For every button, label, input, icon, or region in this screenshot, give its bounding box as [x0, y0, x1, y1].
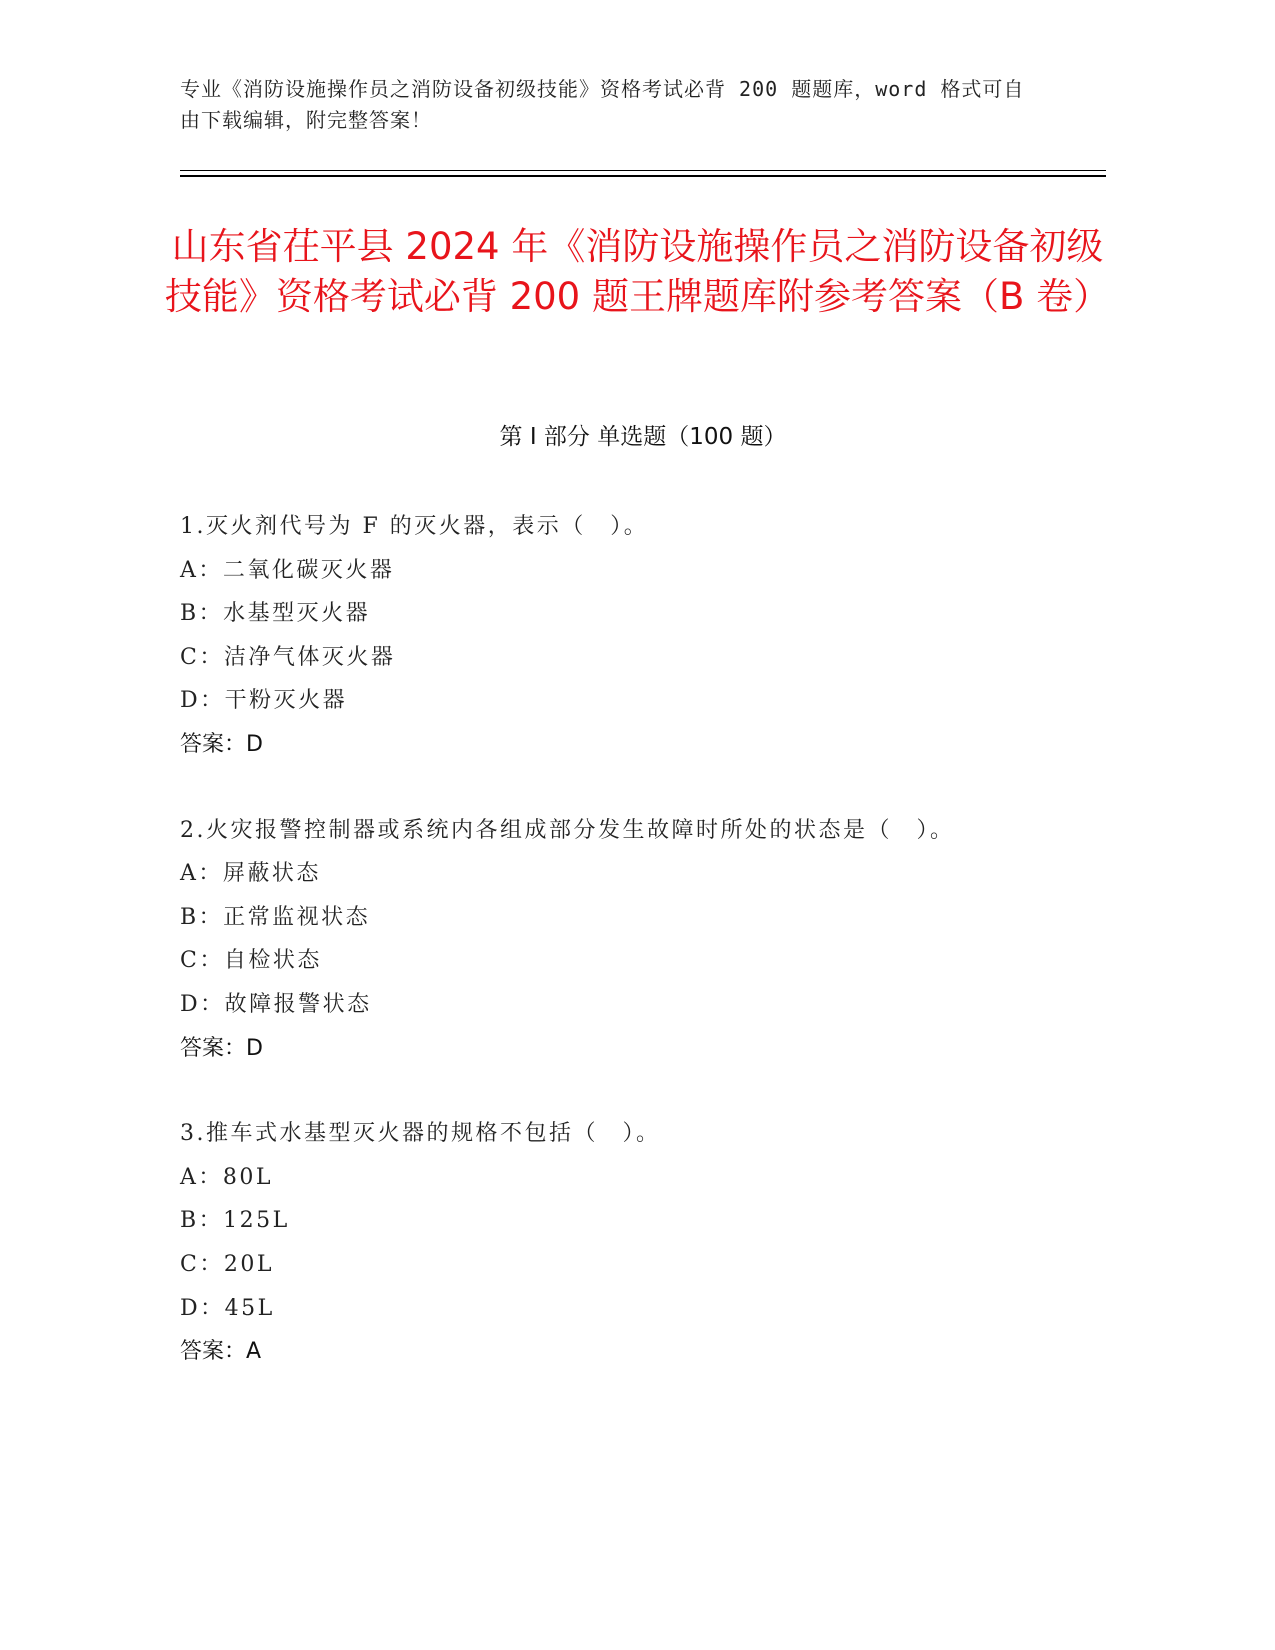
option-c: C：20L — [180, 1251, 274, 1277]
section-title: 第 I 部分 单选题（100 题） — [499, 424, 787, 450]
option-b: B：125L — [180, 1208, 290, 1234]
question-stem: 3.推车式水基型灭火器的规格不包括（ ）。 — [180, 1121, 661, 1147]
question-1 — [180, 505, 1000, 767]
header-note: 专业《消防设施操作员之消防设备初级技能》资格考试必背 200 题题库，word 格式可自由下载编辑，附完整答案！ — [180, 77, 1025, 132]
option-a: A：二氧化碳灭火器 — [180, 557, 395, 583]
answer: 答案：A — [180, 1339, 262, 1365]
header-rule-top — [180, 170, 1106, 171]
question-list — [180, 505, 1000, 1416]
question-stem: 2.火灾报警控制器或系统内各组成部分发生故障时所处的状态是（ ）。 — [180, 817, 955, 843]
option-a: A：屏蔽状态 — [180, 861, 321, 887]
option-d: D：45L — [180, 1295, 275, 1321]
answer: 答案：D — [180, 731, 263, 757]
document-title: 山东省茌平县 2024 年《消防设施操作员之消防设备初级技能》资格考试必背 200 题王牌题库附参考答案（B 卷） — [164, 225, 1111, 318]
option-a: A：80L — [180, 1164, 273, 1190]
option-c: C：自检状态 — [180, 948, 322, 974]
option-d: D：故障报警状态 — [180, 991, 372, 1017]
option-d: D：干粉灭火器 — [180, 688, 348, 714]
question-2 — [180, 809, 1000, 1071]
option-b: B：正常监视状态 — [180, 904, 371, 930]
option-c: C：洁净气体灭火器 — [180, 644, 396, 670]
question-stem: 1.灭火剂代号为 F 的灭火器，表示（ ）。 — [180, 514, 649, 539]
option-b: B：水基型灭火器 — [180, 601, 371, 627]
answer: 答案：D — [180, 1035, 263, 1061]
question-3 — [180, 1112, 1000, 1374]
header-rule-bottom — [180, 175, 1106, 177]
